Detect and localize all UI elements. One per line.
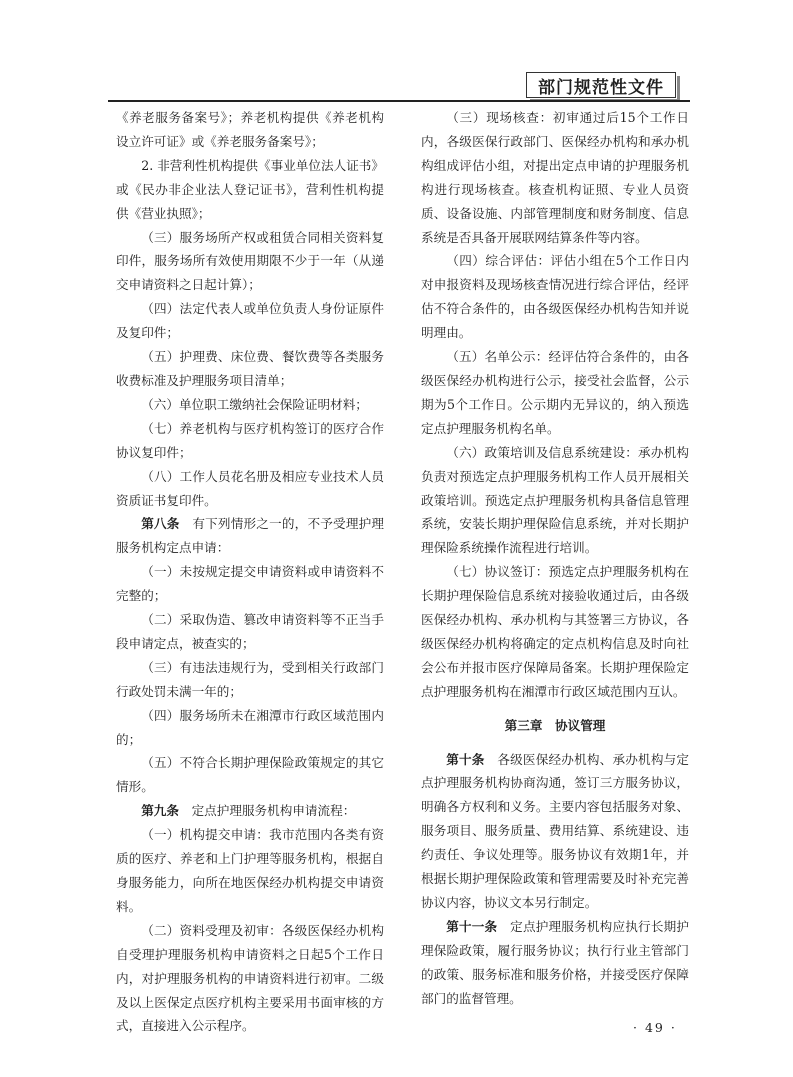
paragraph xyxy=(116,106,384,154)
paragraph-text: （二）采取伪造、篡改申请资料等不正当手段申请定点，被查实的； xyxy=(116,612,384,651)
paragraph xyxy=(116,226,384,298)
paragraph-text: （七）协议签订：预选定点护理服务机构在长期护理保险信息系统对接验收通过后，由各级医保经办机构、承办机构与其签署三方协议，各级医保经办机构将确定的定点机构信息及时向社会公布并报市医疗保障局备案。长期护理保险定点护理服务机构在湘潭市行政区域范围内互认。 xyxy=(421,564,689,699)
paragraph xyxy=(116,919,384,1039)
paragraph xyxy=(421,249,689,345)
paragraph xyxy=(116,393,384,417)
paragraph xyxy=(116,823,384,919)
page-number: · 49 · xyxy=(633,1020,677,1035)
paragraph-text: 2. 非营利性机构提供《事业单位法人证书》或《民办非企业法人登记证书》，营利性机构提供《营业执照》； xyxy=(116,157,384,221)
paragraph-text: 各级医保经办机构、承办机构与定点护理服务机构协商沟通，签订三方服务协议，明确各方权利和义务。主要内容包括服务对象、服务项目、服务质量、费用结算、系统建设、违约责任、争议处理等。服务协议有效期1年，并根据长期护理保险政策和管理需要及时补充完善协议内容，协议文本另行制定。 xyxy=(421,751,690,910)
paragraph xyxy=(116,656,384,704)
paragraph xyxy=(116,154,384,226)
paragraph xyxy=(116,465,384,513)
paragraph-text: （一）未按规定提交申请资料或申请资料不完整的； xyxy=(116,564,384,604)
paragraph xyxy=(116,608,384,656)
paragraph-text: 有下列情形之一的，不予受理护理服务机构定点申请： xyxy=(116,516,385,556)
paragraph-text: （三）服务场所产权或租赁合同相关资料复印件，服务场所有效使用期限不少于一年（从递交申请资料之日起计算）； xyxy=(116,229,384,293)
paragraph-text: （六）单位职工缴纳社会保险证明材料； xyxy=(141,396,368,412)
left-column xyxy=(116,106,384,1038)
chapter-heading: 第三章 协议管理 xyxy=(504,717,606,733)
paragraph-text: （六）政策培训及信息系统建设：承办机构负责对预选定点护理服务机构工作人员开展相关政策培训。预选定点护理服务机构具备信息管理系统，安装长期护理保险信息系统，并对长期护理保险系统操作流程进行培训。 xyxy=(421,444,689,556)
article-number: 第九条 xyxy=(141,803,179,819)
paragraph xyxy=(421,106,689,249)
paragraph xyxy=(116,345,384,393)
paragraph-text: （二）资料受理及初审：各级医保经办机构自受理护理服务机构申请资料之日起5个工作日内，对护理服务机构的申请资料进行初审。二级及以上医保定点医疗机构主要采用书面审核的方式，直接进入公示程序。 xyxy=(116,922,384,1034)
paragraph-text: （七）养老机构与医疗机构签订的医疗合作协议复印件； xyxy=(116,420,384,460)
paragraph-text: （五）名单公示：经评估符合条件的，由各级医保经办机构进行公示，接受社会监督，公示期为5个工作日。公示期内无异议的，纳入预选定点护理服务机构名单。 xyxy=(421,349,689,436)
paragraph-text: （四）法定代表人或单位负责人身份证原件及复印件； xyxy=(116,301,384,341)
paragraph-text: 定点护理服务机构申请流程： xyxy=(178,803,356,819)
paragraph xyxy=(421,345,689,441)
article-number: 第十一条 xyxy=(446,918,498,934)
paragraph xyxy=(421,748,689,915)
article-number: 第八条 xyxy=(141,516,180,532)
paragraph xyxy=(116,799,384,823)
paragraph-text: （三）有违法违规行为，受到相关行政部门行政处罚未满一年的； xyxy=(116,659,384,699)
paragraph xyxy=(421,441,689,561)
paragraph-text: （五）不符合长期护理保险政策规定的其它情形。 xyxy=(116,755,384,795)
paragraph-text: （八）工作人员花名册及相应专业技术人员资质证书复印件。 xyxy=(116,468,384,508)
section-header-badge xyxy=(526,72,676,98)
section-header-title: 部门规范性文件 xyxy=(538,77,664,98)
paragraph-text: 《养老服务备案号》；养老机构提供《养老机构设立许可证》或《养老服务备案号》； xyxy=(116,110,384,149)
paragraph-text: 定点护理服务机构应执行长期护理保险政策，履行服务协议；执行行业主管部门的政策、服务标准和服务价格，并接受医疗保障部门的监督管理。 xyxy=(421,918,690,1006)
paragraph xyxy=(421,560,689,703)
header-rule xyxy=(108,100,690,102)
paragraph xyxy=(116,704,384,752)
paragraph-text: （四）服务场所未在湘潭市行政区域范围内的； xyxy=(116,707,384,747)
paragraph xyxy=(116,751,384,799)
paragraph-text: （一）机构提交申请：我市范围内各类有资质的医疗、养老和上门护理等服务机构，根据自身服务能力，向所在地医保经办机构提交申请资料。 xyxy=(116,827,384,914)
paragraph-text: （三）现场核查：初审通过后15个工作日内，各级医保行政部门、医保经办机构和承办机构组成评估小组，对提出定点申请的护理服务机构进行现场核查。核查机构证照、专业人员资质、设备设施、内部管理制度和财务制度、信息系统是否具备开展联网结算条件等内容。 xyxy=(421,110,689,245)
paragraph-text: （五）护理费、床位费、餐饮费等各类服务收费标准及护理服务项目清单； xyxy=(116,349,384,388)
paragraph xyxy=(116,512,384,560)
paragraph xyxy=(116,417,384,465)
article-number: 第十条 xyxy=(446,751,485,767)
paragraph xyxy=(116,297,384,345)
right-column xyxy=(421,106,689,1011)
paragraph xyxy=(116,560,384,608)
paragraph-text: （四）综合评估：评估小组在5个工作日内对申报资料及现场核查情况进行综合评估，经评估不符合条件的，由各级医保经办机构告知并说明理由。 xyxy=(421,253,689,341)
paragraph xyxy=(421,915,689,1011)
